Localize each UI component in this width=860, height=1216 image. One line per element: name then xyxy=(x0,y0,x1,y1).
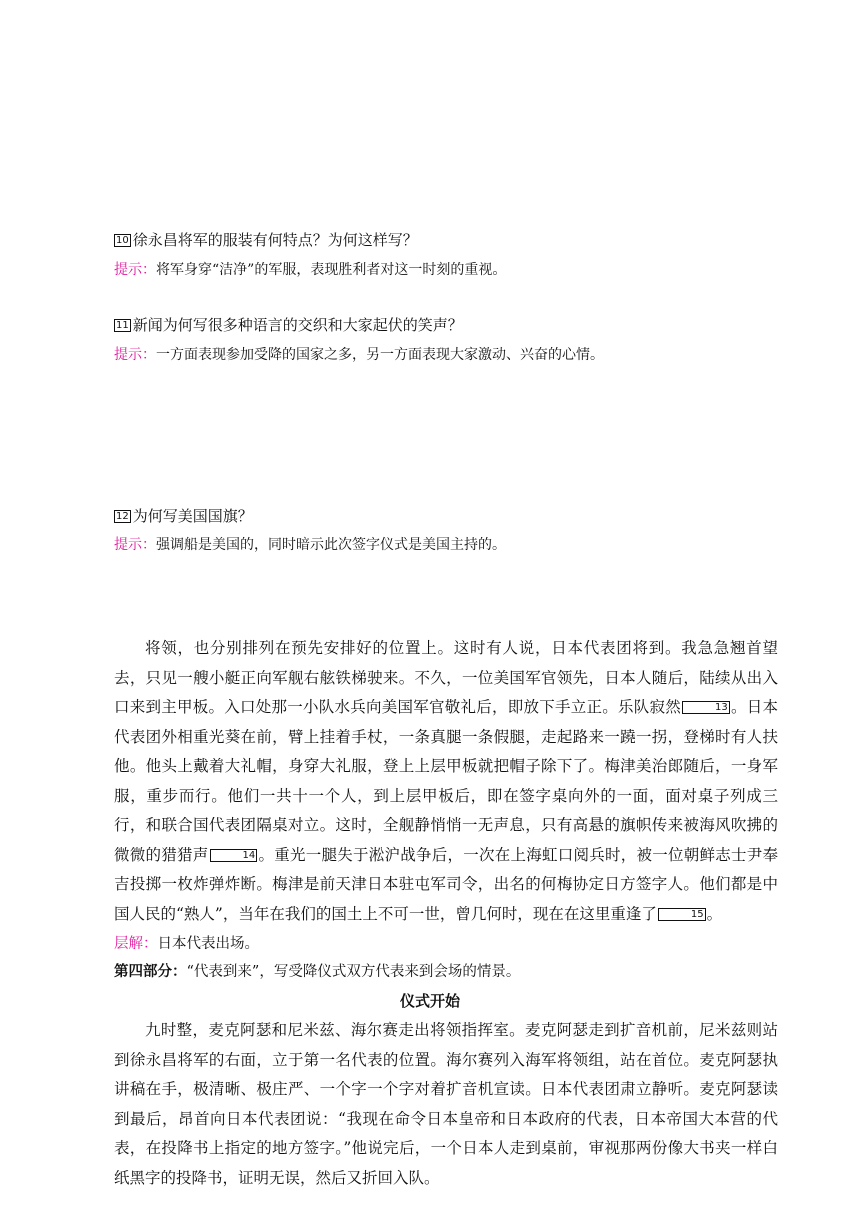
hint-label: 提示： xyxy=(114,347,156,363)
part-four-text: “代表到来”，写受降仪式双方代表来到会场的情景。 xyxy=(186,964,521,980)
paragraph-text: 将领，也分别排列在预先安排好的位置上。这时有人说，日本代表团将到。我急急翘首望去，只见一艘小艇正向军舰右舷铁梯驶来。不久，一位美国军官领先，日本人随后，陆续从出入口来到主甲板。入口处那一小队水兵向美国军官敬礼后，即放下手立正。乐队寂然 xyxy=(114,639,778,716)
question-text: 新闻为何写很多种语言的交织和大家起伏的笑声？ xyxy=(132,316,463,334)
hint-text: 强调船是美国的，同时暗示此次签字仪式是美国主持的。 xyxy=(156,537,506,553)
question-text: 徐永昌将军的服装有何特点？为何这样写？ xyxy=(132,231,418,249)
hint-label: 提示： xyxy=(114,262,156,278)
question-number: 10 xyxy=(116,235,129,246)
part-four-label: 第四部分： xyxy=(114,963,187,980)
layer-label: 层解： xyxy=(114,936,158,952)
hint-10 xyxy=(114,259,506,281)
layer-text: 日本代表出场。 xyxy=(157,936,259,952)
note-marker: 15 xyxy=(658,908,706,921)
note-marker: 13 xyxy=(682,701,730,714)
hint-text: 将军身穿“洁净”的军服，表现胜利者对这一时刻的重视。 xyxy=(156,262,507,278)
question-number: 12 xyxy=(116,511,129,522)
question-12 xyxy=(114,505,253,527)
note-marker: 14 xyxy=(210,849,258,862)
section-heading: 仪式开始 xyxy=(399,992,460,1010)
paragraph-text: 。 xyxy=(706,904,723,923)
hint-text: 一方面表现参加受降的国家之多，另一方面表现大家激动、兴奋的心情。 xyxy=(156,347,604,363)
question-text: 为何写美国国旗？ xyxy=(132,507,253,525)
paragraph-text: 。日本代表团外相重光葵在前，臂上挂着手杖，一条真腿一条假腿，走起路来一蹺一拐，登梯时有人扶他。他头上戴着大礼帽，身穿大礼服，登上上层甲板就把帽子除下了。梅津美治郎随后，一身军服，重步而行。他们一共十一个人，到上层甲板后，即在签字桌向外的一面，面对桌子列成三行，和联合国代表团隔桌对立。这时，全舰静悄悄一无声息，只有高悬的旗帜传来被海风吹拂的微微的猎猎声 xyxy=(114,698,778,864)
question-10 xyxy=(114,229,418,251)
paragraph-text: 。重光一腿失于淞沪战争后，一次在上海虹口阅兵时，被一位朝鲜志士尹奉吉投掷一枚炸弹炸断。梅津是前天津日本驻屯军司令，出名的何梅协定日方签字人。他们都是中国人民的“熟人”，当年在我们的国土上不可一世，曾几何时，现在在这里重逢了 xyxy=(114,845,778,923)
hint-label: 提示： xyxy=(114,537,156,553)
body-paragraph-1 xyxy=(114,634,778,929)
question-11 xyxy=(114,314,463,336)
hint-12 xyxy=(114,534,506,556)
hint-11 xyxy=(114,344,604,366)
layer-analysis xyxy=(114,933,259,955)
question-number: 11 xyxy=(116,320,129,331)
body-paragraph-2: 九时整，麦克阿瑟和尼米兹、海尔赛走出将领指挥室。麦克阿瑟走到扩音机前，尼米兹则站到徐永昌将军的右面，立于第一名代表的位置。海尔赛列入海军将领组，站在首位。麦克阿瑟执讲稿在手，极清晰、极庄严、一个字一个字对着扩音机宣读。日本代表团肃立静听。麦克阿瑟读到最后，昂首向日本代表团说：“我现在命令日本皇帝和日本政府的代表，日本帝国大本营的代表，在投降书上指定的地方签字。”他说完后，一个日本人走到桌前，审视那两份像大书夹一样白纸黑字的投降书，证明无误，然后又折回入队。 xyxy=(114,1021,778,1187)
part-four-summary xyxy=(114,961,520,983)
